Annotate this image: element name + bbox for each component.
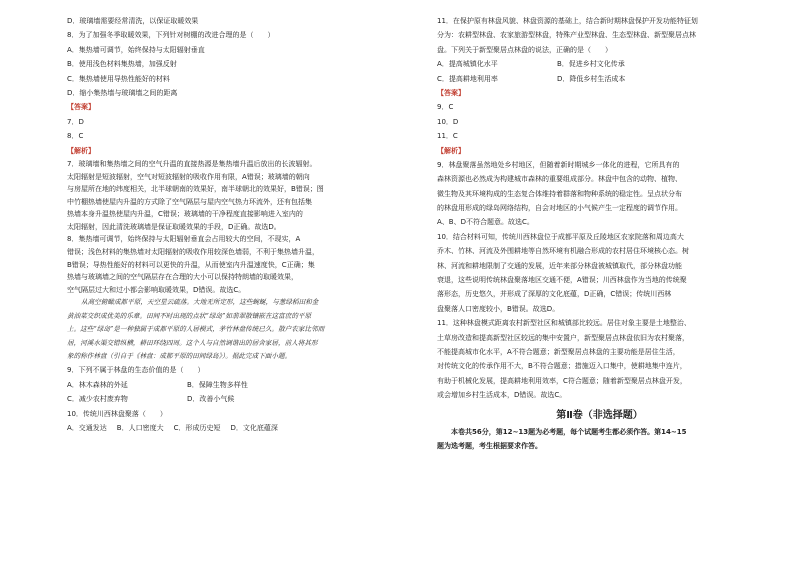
reading-passage (67, 296, 392, 363)
option: C．形成历史短 (173, 423, 221, 432)
left-column (67, 14, 392, 435)
explanation-line: 微生物及其环境构成的生态复合体维持着群落和物种系统的稳定性。呈点状分布 (437, 189, 682, 198)
question-stem: 11．在保护原有林盘风貌、林盘资源的基础上，结合新时期林盘保护开发功能特征划 (437, 17, 698, 25)
question-stem: 盘。下列关于新型聚居点林盘的说法，正确的是（ ） (437, 45, 612, 54)
passage-line: 象的称作林盘（引自于《林盘：成都平原的田间绿岛》）。据此完成下面小题。 (67, 352, 292, 360)
explanation-line: 11．这种林盘模式距离农村新型社区和城镇部比较远。居住对象主要是土地整治、 (437, 319, 691, 328)
question-10 (67, 407, 392, 436)
option-row (67, 421, 392, 435)
explanation-line: 土草房改造和提高新型社区较远的集中安置户，新型聚居点林盘依旧为农村聚落， (437, 333, 689, 342)
explanation-line: 森林资源也必然成为构建城市森林的重要组成部分。林盘中包含的动物、植物、 (437, 175, 682, 184)
analysis-label: 【解析】 (437, 146, 465, 155)
question-stem: 8．为了加强冬季取暖效果，下列针对树棚的改进合理的是（ ） (67, 31, 275, 40)
option-line: D．缩小集热墙与玻璃墙之间的距离 (67, 88, 178, 97)
answer-label: 【答案】 (67, 103, 95, 112)
explanation-line: 或会增加乡村生活成本，D错误。故选C。 (437, 391, 567, 400)
analysis-label: 【解析】 (67, 146, 95, 155)
explanation-line: 与房屋所在地的纬度相关，北半球朝南的效果好，南半球朝北的效果好，B错误；图 (67, 185, 324, 194)
question-stem: 分为：农耕型林盘、农家旅游型林盘，特殊产业型林盘、生态型林盘、新型聚居点林 (437, 31, 696, 40)
explanation-line: A、B、D不符合题意。故选C。 (437, 218, 534, 227)
option: C．减少农村废弃物 (67, 395, 128, 404)
explanation-line: 盘聚落人口密度较小，B错误。故选D。 (437, 304, 560, 313)
question-9 (67, 363, 392, 406)
answer-line: 7．D (67, 117, 84, 126)
explanation-line: 太阳辐射是短波辐射，空气对短波辐射的吸收作用有限，A错误；玻璃墙的朝向 (67, 172, 310, 181)
option: A．交通发达 (67, 423, 107, 432)
option: A．提高城镇化水平 (437, 60, 498, 69)
explanation-line: 10．结合材料可知，传统川西林盘位于成都平原及丘陵地区农家院落和周边高大 (437, 232, 684, 241)
option: B．保障生物多样性 (187, 380, 248, 389)
explanation-line: 的林盘用形成的绿岛网络结构，自会对地区的小气候产生一定程度的调节作用。 (437, 204, 682, 213)
explanation-line: 8．集热墙可调节，始终保持与太阳辐射垂直会占用较大的空间，不现实，A (67, 235, 301, 244)
section-note: 题为选考题，考生根据要求作答。 (437, 441, 542, 450)
option: C．提高耕地利用率 (437, 74, 498, 83)
option-row (437, 72, 762, 86)
option-line: B．使用浅色材料集热墙，加强反射 (67, 60, 177, 69)
option-row (67, 392, 392, 406)
answer-label: 【答案】 (437, 88, 465, 97)
option-row (437, 57, 762, 71)
explanation-line: B错误；导热性能好的材料可以更快的升温，从而使室内升温速度快，C正确；集 (67, 260, 315, 269)
option: B．促进乡村文化传承 (557, 60, 625, 69)
explanation-line: 热墙本身升温热使屋内升温，C错误；玻璃墙的干净程度直接影响进入室内的 (67, 210, 303, 219)
explanation-line: 中竹棚热墙使屋内升温的方式除了空气隔层与屋内空气热力环流外，还有包括集 (67, 197, 312, 206)
explanation-line: 对传统文化的传承作用不大，B不符合题意；措施迈入口集中，使耕地集中连片， (437, 362, 687, 371)
explanation-line: 乔木、竹林、河流及外围耕地等自然环境有机融合形成的农村居住环境核心态。树 (437, 247, 689, 256)
section-title: 第Ⅱ卷（非选择题） (556, 409, 643, 421)
answer-line: 9．C (437, 103, 454, 112)
explanation-line: 林、河流和耕地限制了交通的发展，近年来部分林盘被城镇取代，部分林盘功能 (437, 261, 682, 270)
option-line: C．集热墙使用导热性能好的材料 (67, 74, 170, 83)
explanation-line: 热墙与玻璃墙之间的空气隔层存在合理的大小可以保持特朗墙的取暖效果， (67, 273, 298, 282)
question-11 (437, 14, 762, 86)
explanation-line: 空气隔层过大和过小都会影响取暖效果，D错误。故选C。 (67, 285, 246, 294)
explanation-block (437, 158, 762, 403)
option-line: D．玻璃墙需要经常清洗，以保证取暖效果 (67, 17, 199, 25)
question-stem: 10．传统川西林盘聚落（ ） (67, 409, 167, 418)
answer-line: 11．C (437, 132, 458, 141)
explanation-line: 错误；浅色材料的集热墙对太阳辐射的吸收作用较深色墙弱，不利于集热墙升温， (67, 248, 319, 257)
question-8 (67, 28, 392, 100)
right-column (437, 14, 762, 453)
explanation-line: 不能提高城市化水平，A不符合题意；新型聚居点林盘的主要功能是居住生活， (437, 347, 680, 356)
option: B．人口密度大 (116, 423, 164, 432)
explanation-line: 有助于机械化发展，提高耕地利用效率，C符合题意；随着新型聚居点林盘开发， (437, 376, 687, 385)
explanation-block (67, 158, 392, 297)
option: D．降低乡村生活成本 (557, 74, 626, 83)
option-row (67, 378, 392, 392)
explanation-line: 落形态，历史悠久，并形成了深厚的文化底蕴，D正确，C错误；传统川西林 (437, 290, 672, 299)
explanation-line: 9．林盘聚落虽然地处乡村地区，但随着新时期城乡一体化的进程，它所具有的 (437, 160, 680, 169)
passage-line: 从高空俯瞰成都平原，天空星云疏落。大地无所定形，这些蜿蜒，与葱绿稻田和金 (81, 298, 319, 307)
option: D．改善小气候 (187, 395, 235, 404)
option: A．林木森林的外延 (67, 380, 128, 389)
section-note: 本卷共56分，第12~13题为必考题，每个试题考生都必须作答。第14~15 (451, 427, 687, 436)
option-line: A．集热墙可调节，始终保持与太阳辐射垂直 (67, 45, 205, 54)
passage-line: 居，河溪水渠交错纵横，耕田环绕四周。这个人与自然调谐出的居舍家居，前人将其形 (67, 338, 318, 347)
passage-line: 黄油菜交织成优美的乐章。田间不时出现的点状“绿岛”如翡翠散镶嵌在这富庶的平原 (67, 311, 312, 320)
explanation-line: 太阳辐射，因此清洗玻璃墙是保证取暖效果的手段，D正确。故选D。 (67, 222, 281, 231)
answer-line: 10．D (437, 117, 459, 126)
answer-line: 8．C (67, 132, 84, 141)
option: D．文化底蕴深 (230, 423, 278, 432)
passage-line: 上。这些“绿岛”是一种独属于成都平原的人居模式，茅竹林盘传统已久。散户农家比邻而 (67, 325, 325, 334)
explanation-line: 衰退，这些说明传统林盘聚落地区交通不便，A错误；川西林盘作为当地的传统聚 (437, 276, 687, 285)
explanation-line: 7．玻璃墙和集热墙之间的空气升温的直接热源是集热墙升温后放出的长波辐射。 (67, 159, 317, 168)
question-stem: 9．下列不属于林盘的生态价值的是（ ） (67, 366, 205, 375)
